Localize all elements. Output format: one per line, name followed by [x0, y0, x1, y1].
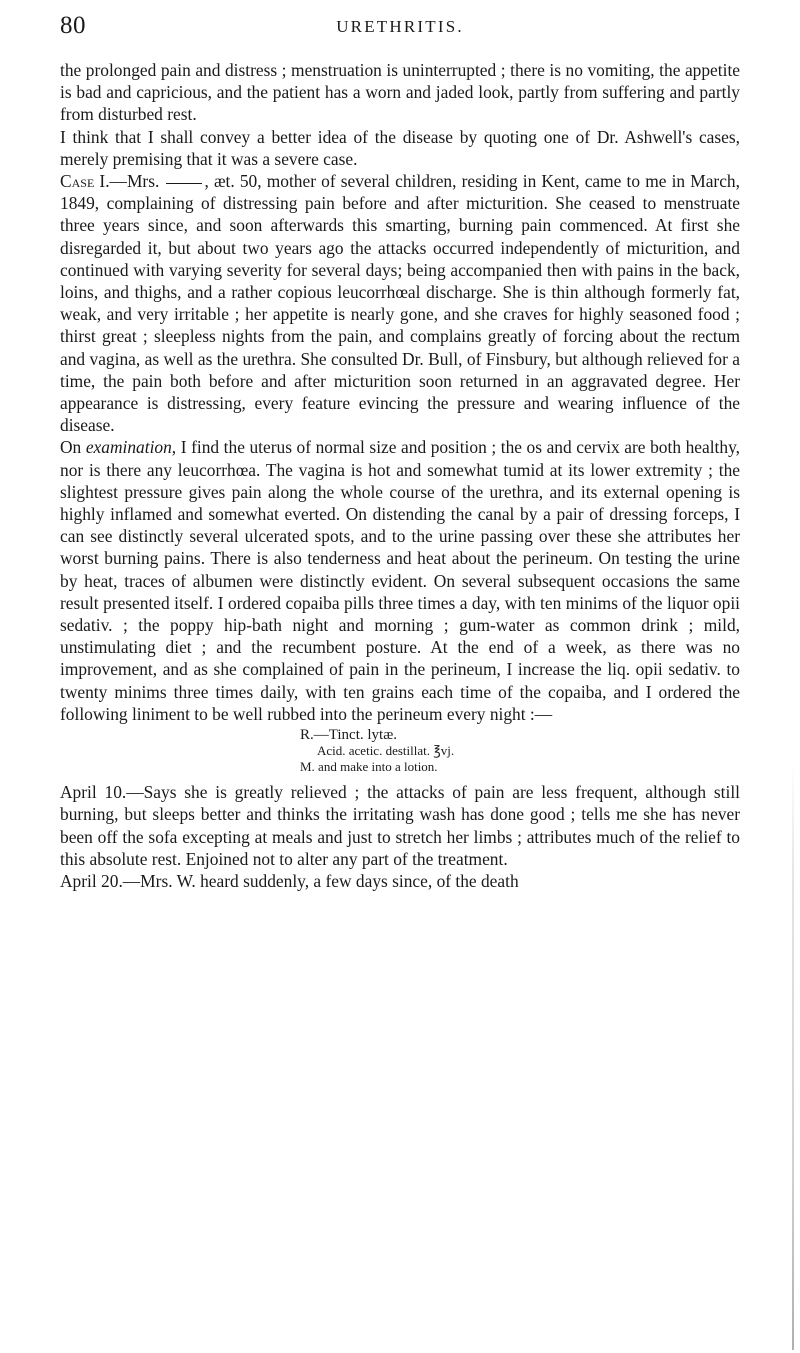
- paragraph-april-20: April 20.—Mrs. W. heard suddenly, a few days since, of the death: [60, 870, 519, 891]
- paragraph-april-10: April 10.—Says she is greatly relieved ; the attacks of pain are less frequent, although still burning, but sleeps better and thinks the irritating wash has done good ; tells me she has never been off the sofa excepting at meals and just to stretch her limbs ; attributes much of the relief to this absolute rest. Enjoined not to alter any part of the treatment.: [60, 782, 740, 869]
- page-number: 80: [60, 12, 86, 39]
- body-text: [60, 59, 740, 892]
- prescription-line-2: Acid. acetic. destillat. ℥vj.: [317, 743, 455, 759]
- prescription: [60, 727, 740, 775]
- examination-lead: On: [60, 437, 86, 458]
- examination-emphasis: examination: [85, 437, 172, 458]
- case-text: , æt. 50, mother of several children, residing in Kent, came to me in March, 1849, complaining of distressing pain before and after micturition. She ceased to menstruate three years since, and soon afterwards this smarting, burning pain commenced. At first she disregarded it, but about two years ago the attacks occurred independently of micturition, and continued with varying severity for several days; being accompanied then with pains in the back, loins, and thighs, and a rather copious leucorrhœal discharge. She is thin although formerly fat, weak, and very irritable ; her appetite is nearly gone, and she craves for highly seasoned food ; thirst great ; sleepless nights from the pain, and complains greatly of forcing about the rectum and vagina, as well as the urethra. She consulted Dr. Bull, of Finsbury, but although relieved for a time, the pain both before and after micturition soon returned in an aggravated degree. Her appearance is distressing, every feature evincing the pressure and wearing influence of the disease.: [60, 171, 740, 436]
- running-title: URETHRITIS.: [336, 17, 464, 36]
- paragraph-case-one: [60, 170, 740, 436]
- name-dash: [166, 183, 202, 184]
- paragraph-examination: [60, 436, 740, 725]
- prescription-line-1: R.—Tinct. lytæ.: [300, 727, 397, 744]
- paragraph-continuation: the prolonged pain and distress ; menstruation is uninterrupted ; there is no vomiting, the appetite is bad and capricious, and the patient has a worn and jaded look, partly from suffering and partly from disturbed rest.: [60, 60, 740, 125]
- case-text-start: —Mrs.: [109, 171, 160, 192]
- page-edge-shadow: [792, 760, 794, 1350]
- examination-text: , I find the uterus of normal size and position ; the os and cervix are both healthy, nor is there any leucorrhœa. The vagina is hot and somewhat tumid at its lower extremity ; the slightest pressure gives pain along the whole course of the urethra, and its external opening is highly inflamed and somewhat everted. On distending the canal by a pair of dressing forceps, I can see distinctly several ulcerated spots, and to the urine passing over these she attributes her worst burning pains. There is also tenderness and heat about the perineum. On testing the urine by heat, traces of albumen were distinctly evident. On several subsequent occasions the same result presented itself. I ordered copaiba pills three times a day, with ten minims of the liquor opii sedativ. ; the poppy hip-bath night and morning ; gum-water as common drink ; mild, unstimulating diet ; and the recumbent posture. At the end of a week, as there was no improvement, and as she complained of pain in the perineum, I increase the liq. opii sedativ. to twenty minims three times daily, with ten grains each time of the copaiba, and I ordered the following liniment to be well rubbed into the perineum every night :—: [60, 437, 740, 724]
- prescription-line-3: M. and make into a lotion.: [300, 759, 438, 775]
- paragraph-intro: I think that I shall convey a better idea of the disease by quoting one of Dr. Ashwell's cases, merely premising that it was a severe case.: [60, 126, 740, 169]
- page-header: [0, 12, 800, 46]
- case-label: Case I.: [60, 171, 110, 192]
